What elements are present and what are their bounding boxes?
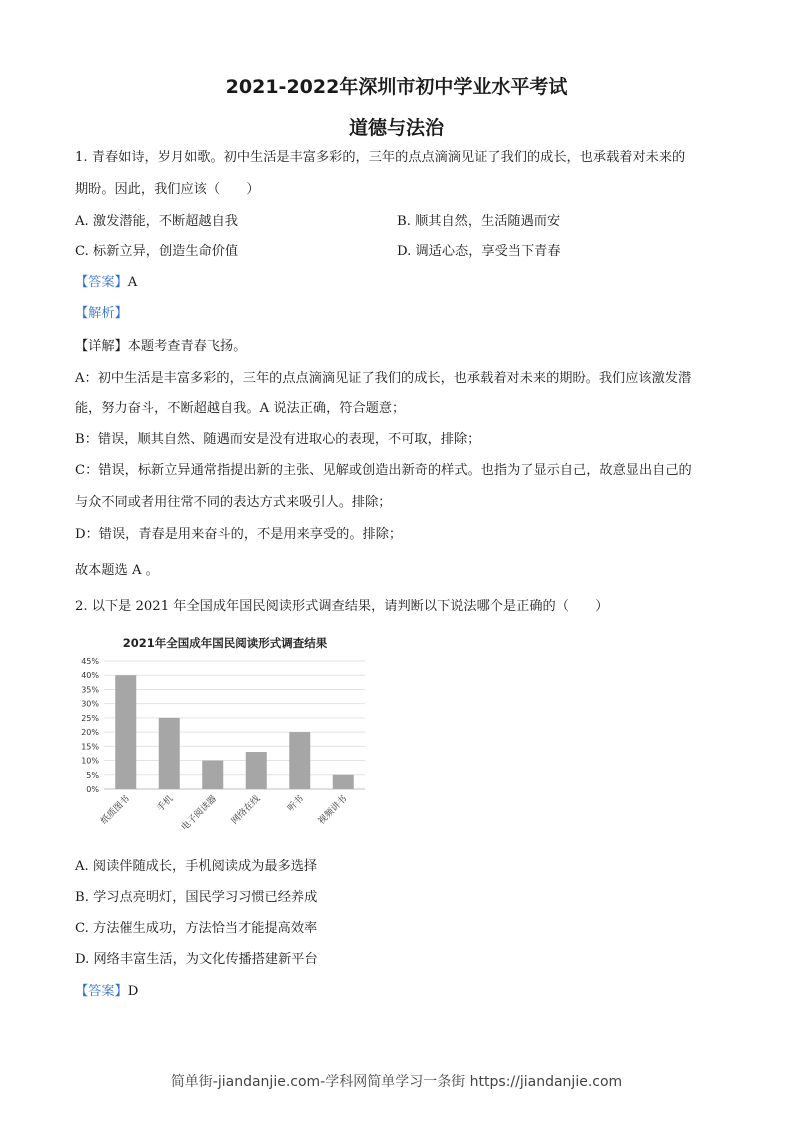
q1-explain-b: B：错误，顺其自然、随遇而安是没有进取心的表现，不可取，排除；	[75, 432, 481, 447]
y-tick-label: 0%	[86, 785, 99, 794]
q1-option-d: D. 调适心态，享受当下青春	[397, 244, 561, 259]
bar-5	[333, 775, 354, 789]
bar-1	[159, 718, 180, 789]
q1-explain-a-line2: 能，努力奋斗，不断超越自我。A 说法正确，符合题意；	[75, 401, 406, 416]
q1-explain-c-line2: 与众不同或者用往常不同的表达方式来吸引人。排除；	[75, 495, 392, 510]
q1-stem-line1: 1. 青春如诗，岁月如歌。初中生活是丰富多彩的，三年的点点滴滴见证了我们的成长，也承载着对未来的	[75, 150, 686, 165]
q2-option-d: D. 网络丰富生活，为文化传播搭建新平台	[75, 952, 318, 967]
y-tick-label: 15%	[81, 742, 99, 752]
q2-option-c: C. 方法催生成功，方法恰当才能提高效率	[75, 921, 318, 936]
bar-2	[202, 761, 223, 789]
q1-detail: 【详解】本题考查青春飞扬。	[75, 339, 247, 354]
x-tick-label: 电子阅读器	[179, 794, 219, 833]
q1-explain-c-line1: C：错误，标新立异通常指提出新的主张、见解或创造出新奇的样式。也指为了显示自己，故意显出自己的	[75, 463, 692, 478]
y-tick-label: 30%	[81, 699, 99, 709]
x-tick-label: 纸质图书	[99, 794, 132, 827]
q1-answer-tag: 【答案】	[75, 275, 128, 290]
q2-answer	[75, 982, 138, 1002]
q1-explain-d: D：错误，青春是用来奋斗的，不是用来享受的。排除；	[75, 527, 403, 542]
q1-answer	[75, 273, 137, 293]
q1-stem-line2: 期盼。因此，我们应该（ ）	[75, 182, 260, 197]
y-tick-label: 25%	[81, 713, 99, 723]
y-tick-label: 10%	[81, 756, 99, 766]
bar-3	[246, 752, 267, 789]
q1-explain-a-line1: A：初中生活是丰富多彩的，三年的点点滴滴见证了我们的成长，也承载着对未来的期盼。我们应该激发潜	[75, 371, 692, 386]
reading-survey-chart	[70, 628, 380, 850]
document-title: 2021-2022年深圳市初中学业水平考试	[225, 76, 568, 98]
bar-0	[115, 675, 136, 789]
q2-option-b: B. 学习点亮明灯，国民学习习惯已经养成	[75, 890, 318, 905]
bar-4	[289, 732, 310, 789]
chart-title: 2021年全国成年国民阅读形式调查结果	[122, 636, 328, 650]
q1-option-b: B. 顺其自然，生活随遇而安	[397, 214, 561, 229]
q2-stem: 2. 以下是 2021 年全国成年国民阅读形式调查结果，请判断以下说法哪个是正确的（ ）	[75, 599, 609, 614]
chart-y-axis	[81, 657, 99, 794]
q1-option-a: A. 激发潜能，不断超越自我	[75, 214, 238, 229]
x-tick-label: 网络在线	[229, 794, 263, 827]
y-tick-label: 40%	[81, 671, 99, 681]
chart-x-axis	[98, 793, 349, 833]
y-tick-label: 20%	[81, 728, 99, 738]
q1-analysis-tag: 【解析】	[75, 306, 128, 321]
document-subtitle: 道德与法治	[348, 117, 444, 139]
q2-option-a: A. 阅读伴随成长，手机阅读成为最多选择	[75, 859, 318, 874]
q2-answer-value: D	[127, 984, 139, 999]
x-tick-label: 手机	[155, 794, 176, 814]
page-footer: 简单街-jiandanjie.com-学科网简单学习一条街 https://jiandanjie.com	[170, 1074, 623, 1090]
x-tick-label: 听书	[286, 794, 306, 814]
q2-answer-tag: 【答案】	[75, 984, 128, 999]
q1-conclusion: 故本题选 A 。	[75, 563, 159, 578]
q1-option-c: C. 标新立异，创造生命价值	[75, 244, 239, 259]
y-tick-label: 45%	[81, 657, 99, 666]
q1-answer-value: A	[127, 275, 138, 290]
y-tick-label: 5%	[86, 770, 99, 780]
x-tick-label: 视频讲书	[316, 794, 350, 827]
y-tick-label: 35%	[81, 685, 99, 695]
chart-gridlines	[104, 661, 365, 789]
